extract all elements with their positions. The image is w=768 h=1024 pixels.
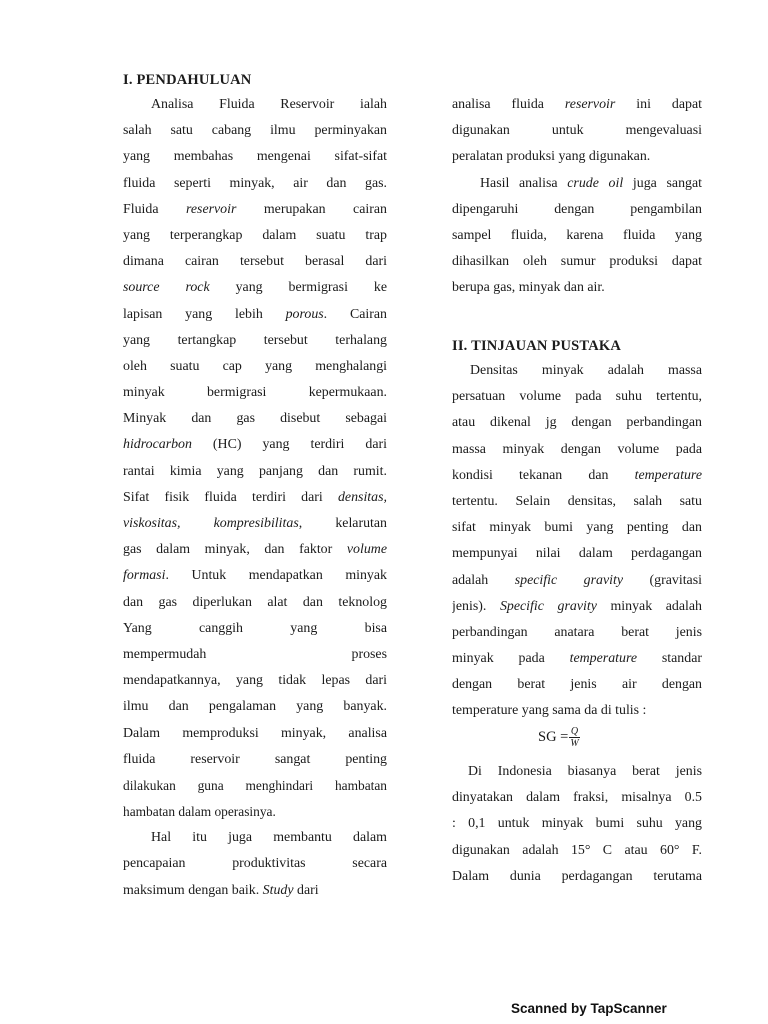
text-line	[452, 463, 702, 489]
text-segment: massa minyak dengan volume pada	[452, 441, 702, 457]
text-segment: dengan berat jenis air dengan	[452, 677, 702, 693]
text-line	[452, 197, 702, 223]
text-line	[123, 354, 387, 380]
text-segment: analisa fluida	[452, 97, 565, 112]
text-segment: adalah	[452, 572, 515, 588]
text-segment: salah satu cabang ilmu perminyakan	[123, 123, 387, 139]
text-segment: yang bermigrasi ke	[209, 280, 387, 296]
text-line	[123, 275, 387, 301]
text-segment: persatuan volume pada suhu tertentu,	[452, 389, 702, 405]
text-segment: (HC) yang terdiri dari	[191, 437, 387, 453]
pendahuluan-continued-paragraphs	[452, 92, 702, 302]
text-segment: yang terperangkap dalam suatu trap	[123, 227, 387, 243]
text-line	[123, 249, 387, 275]
italic-text: viskositas, kompresibilitas	[123, 516, 299, 531]
text-segment: . Cairan	[323, 306, 387, 322]
text-segment: dimana cairan tersebut berasal dari	[123, 254, 387, 270]
text-segment: gas dalam minyak, dan faktor	[123, 542, 347, 558]
specific-gravity-formula	[538, 726, 580, 756]
text-segment: Dalam dunia perdagangan terutama	[452, 868, 702, 884]
text-line	[452, 249, 702, 275]
text-segment: rantai kimia yang panjang dan rumit.	[123, 463, 387, 479]
text-segment: dinyatakan dalam fraksi, misalnya 0.5	[452, 790, 702, 806]
text-line	[123, 511, 387, 537]
text-segment: Sifat fisik fluida terdiri dari	[123, 489, 338, 505]
text-line	[123, 851, 387, 877]
italic-text: temperature	[569, 651, 638, 667]
text-line	[452, 515, 702, 541]
text-segment: Hasil analisa	[480, 175, 568, 191]
text-line	[452, 620, 702, 646]
text-line	[452, 144, 702, 170]
text-segment: kondisi tekanan dan	[452, 467, 635, 483]
text-segment: dihasilkan oleh sumur produksi dapat	[452, 254, 702, 270]
tinjauan-paragraph-densitas	[452, 358, 702, 725]
text-segment: Minyak dan gas disebut sebagai	[123, 411, 387, 427]
section-heading-pendahuluan: I. PENDAHULUAN	[123, 72, 252, 88]
formula-lhs: SG =	[538, 728, 569, 745]
italic-text: Study	[262, 882, 294, 898]
text-line	[452, 358, 702, 384]
text-line	[452, 759, 702, 785]
text-line	[123, 92, 387, 118]
text-segment: minyak adalah	[596, 598, 702, 614]
text-line	[452, 838, 702, 864]
text-segment: tertentu. Selain densitas, salah satu	[452, 493, 702, 509]
text-segment: dan gas diperlukan alat dan teknolog	[123, 594, 387, 610]
text-segment: standar	[637, 651, 702, 667]
text-segment: yang tertangkap tersebut terhalang	[123, 332, 387, 348]
text-segment: Analisa Fluida Reservoir ialah	[151, 97, 387, 112]
text-segment: sifat minyak bumi yang penting dan	[452, 520, 702, 536]
text-line	[452, 171, 702, 197]
text-line	[452, 92, 702, 118]
text-segment: peralatan produksi yang digunakan.	[452, 149, 651, 165]
text-line	[452, 594, 702, 620]
text-line	[123, 616, 387, 642]
text-line	[123, 799, 387, 825]
text-line	[123, 432, 387, 458]
text-line	[123, 747, 387, 773]
tinjauan-paragraph-indonesia	[452, 759, 702, 890]
italic-text: Specific gravity	[499, 598, 597, 614]
text-line	[123, 328, 387, 354]
text-segment: pencapaian produktivitas secara	[123, 856, 387, 872]
text-line	[123, 302, 387, 328]
text-segment: dipengaruhi dengan pengambilan	[452, 201, 702, 217]
text-segment: dari	[293, 882, 319, 898]
text-segment: minyak bermigrasi kepermukaan.	[123, 385, 387, 401]
text-segment: Densitas minyak adalah massa	[470, 363, 702, 378]
italic-text: formasi	[123, 568, 166, 584]
text-segment: : 0,1 untuk minyak bumi suhu yang	[452, 816, 702, 832]
text-line	[123, 380, 387, 406]
text-line	[123, 694, 387, 720]
formula-fraction	[569, 726, 579, 749]
text-segment: berupa gas, minyak dan air.	[452, 280, 605, 296]
text-line	[123, 223, 387, 249]
text-segment: Di Indonesia biasanya berat jenis	[468, 764, 702, 779]
text-line	[123, 144, 387, 170]
text-segment: dilakukan guna menghindari hambatan	[123, 777, 387, 793]
formula-numerator: Q	[570, 726, 579, 737]
italic-text: crude oil	[567, 175, 624, 191]
italic-text: densitas,	[337, 489, 387, 505]
text-line	[452, 785, 702, 811]
text-segment: temperature yang sama da di tulis :	[452, 703, 647, 719]
italic-text: specific gravity	[514, 572, 624, 588]
text-line	[452, 410, 702, 436]
text-line	[123, 485, 387, 511]
text-line	[123, 590, 387, 616]
text-segment: minyak pada	[452, 651, 570, 667]
text-line	[452, 811, 702, 837]
text-line	[123, 668, 387, 694]
text-line	[123, 878, 387, 904]
text-segment: (gravitasi	[623, 572, 702, 588]
text-segment: . Untuk mendapatkan minyak	[165, 568, 387, 584]
text-segment: perbandingan anatara berat jenis	[452, 624, 702, 640]
text-segment: mendapatkannya, yang tidak lepas dari	[123, 673, 387, 689]
italic-text: source rock	[123, 280, 210, 296]
text-line	[452, 118, 702, 144]
text-segment: maksimum dengan baik.	[123, 882, 263, 898]
text-line	[123, 406, 387, 432]
text-segment: digunakan untuk mengevaluasi	[452, 123, 702, 139]
text-segment: Hal itu juga membantu dalam	[151, 830, 387, 846]
text-line	[452, 698, 702, 724]
text-line	[452, 541, 702, 567]
text-line	[452, 646, 702, 672]
text-line	[123, 197, 387, 223]
text-line	[452, 568, 702, 594]
text-line	[452, 223, 702, 249]
text-segment: atau dikenal jg dengan perbandingan	[452, 415, 702, 431]
text-segment: sampel fluida, karena fluida yang	[452, 227, 702, 243]
text-line	[123, 642, 387, 668]
text-segment: oleh suatu cap yang menghalangi	[123, 358, 387, 374]
italic-text: reservoir	[564, 97, 616, 112]
text-segment: ini dapat	[615, 97, 702, 112]
italic-text: volume	[346, 542, 387, 558]
italic-text: reservoir	[185, 201, 237, 217]
text-line	[123, 825, 387, 851]
text-segment: Dalam memproduksi minyak, analisa	[123, 725, 387, 741]
text-segment: mempunyai nilai dalam perdagangan	[452, 546, 702, 562]
text-line	[452, 437, 702, 463]
text-line	[123, 563, 387, 589]
text-segment: merupakan cairan	[236, 201, 387, 217]
text-segment: lapisan yang lebih	[123, 306, 286, 322]
text-line	[452, 275, 702, 301]
italic-text: hidrocarbon	[123, 437, 192, 453]
text-line	[123, 459, 387, 485]
text-segment: yang membahas mengenai sifat-sifat	[123, 149, 387, 165]
text-segment: hambatan dalam operasinya.	[123, 804, 276, 820]
text-line	[123, 773, 387, 799]
text-segment: juga sangat	[623, 175, 702, 191]
text-segment: Fluida	[123, 201, 186, 217]
formula-denominator: W	[570, 738, 579, 749]
section-heading-tinjauan-pustaka: II. TINJAUAN PUSTAKA	[452, 338, 622, 354]
text-line	[123, 171, 387, 197]
italic-text: porous	[285, 306, 324, 322]
text-segment: fluida reservoir sangat penting	[123, 751, 387, 767]
text-segment: digunakan adalah 15° C atau 60° F.	[452, 842, 702, 858]
text-line	[123, 537, 387, 563]
text-segment: , kelarutan	[298, 516, 387, 531]
text-segment: ilmu dan pengalaman yang banyak.	[123, 699, 387, 715]
text-segment: Yang canggih yang bisa	[123, 620, 387, 636]
text-line	[452, 384, 702, 410]
scanner-watermark: Scanned by TapScanner	[511, 1001, 667, 1016]
text-line	[123, 721, 387, 747]
text-segment: fluida seperti minyak, air dan gas.	[123, 175, 387, 191]
text-segment: jenis).	[452, 598, 500, 614]
text-line	[452, 489, 702, 515]
italic-text: temperature	[634, 467, 702, 483]
text-segment: mempermudah proses	[123, 646, 387, 662]
text-line	[123, 118, 387, 144]
text-line	[452, 864, 702, 890]
pendahuluan-paragraphs	[123, 92, 387, 904]
text-line	[452, 672, 702, 698]
